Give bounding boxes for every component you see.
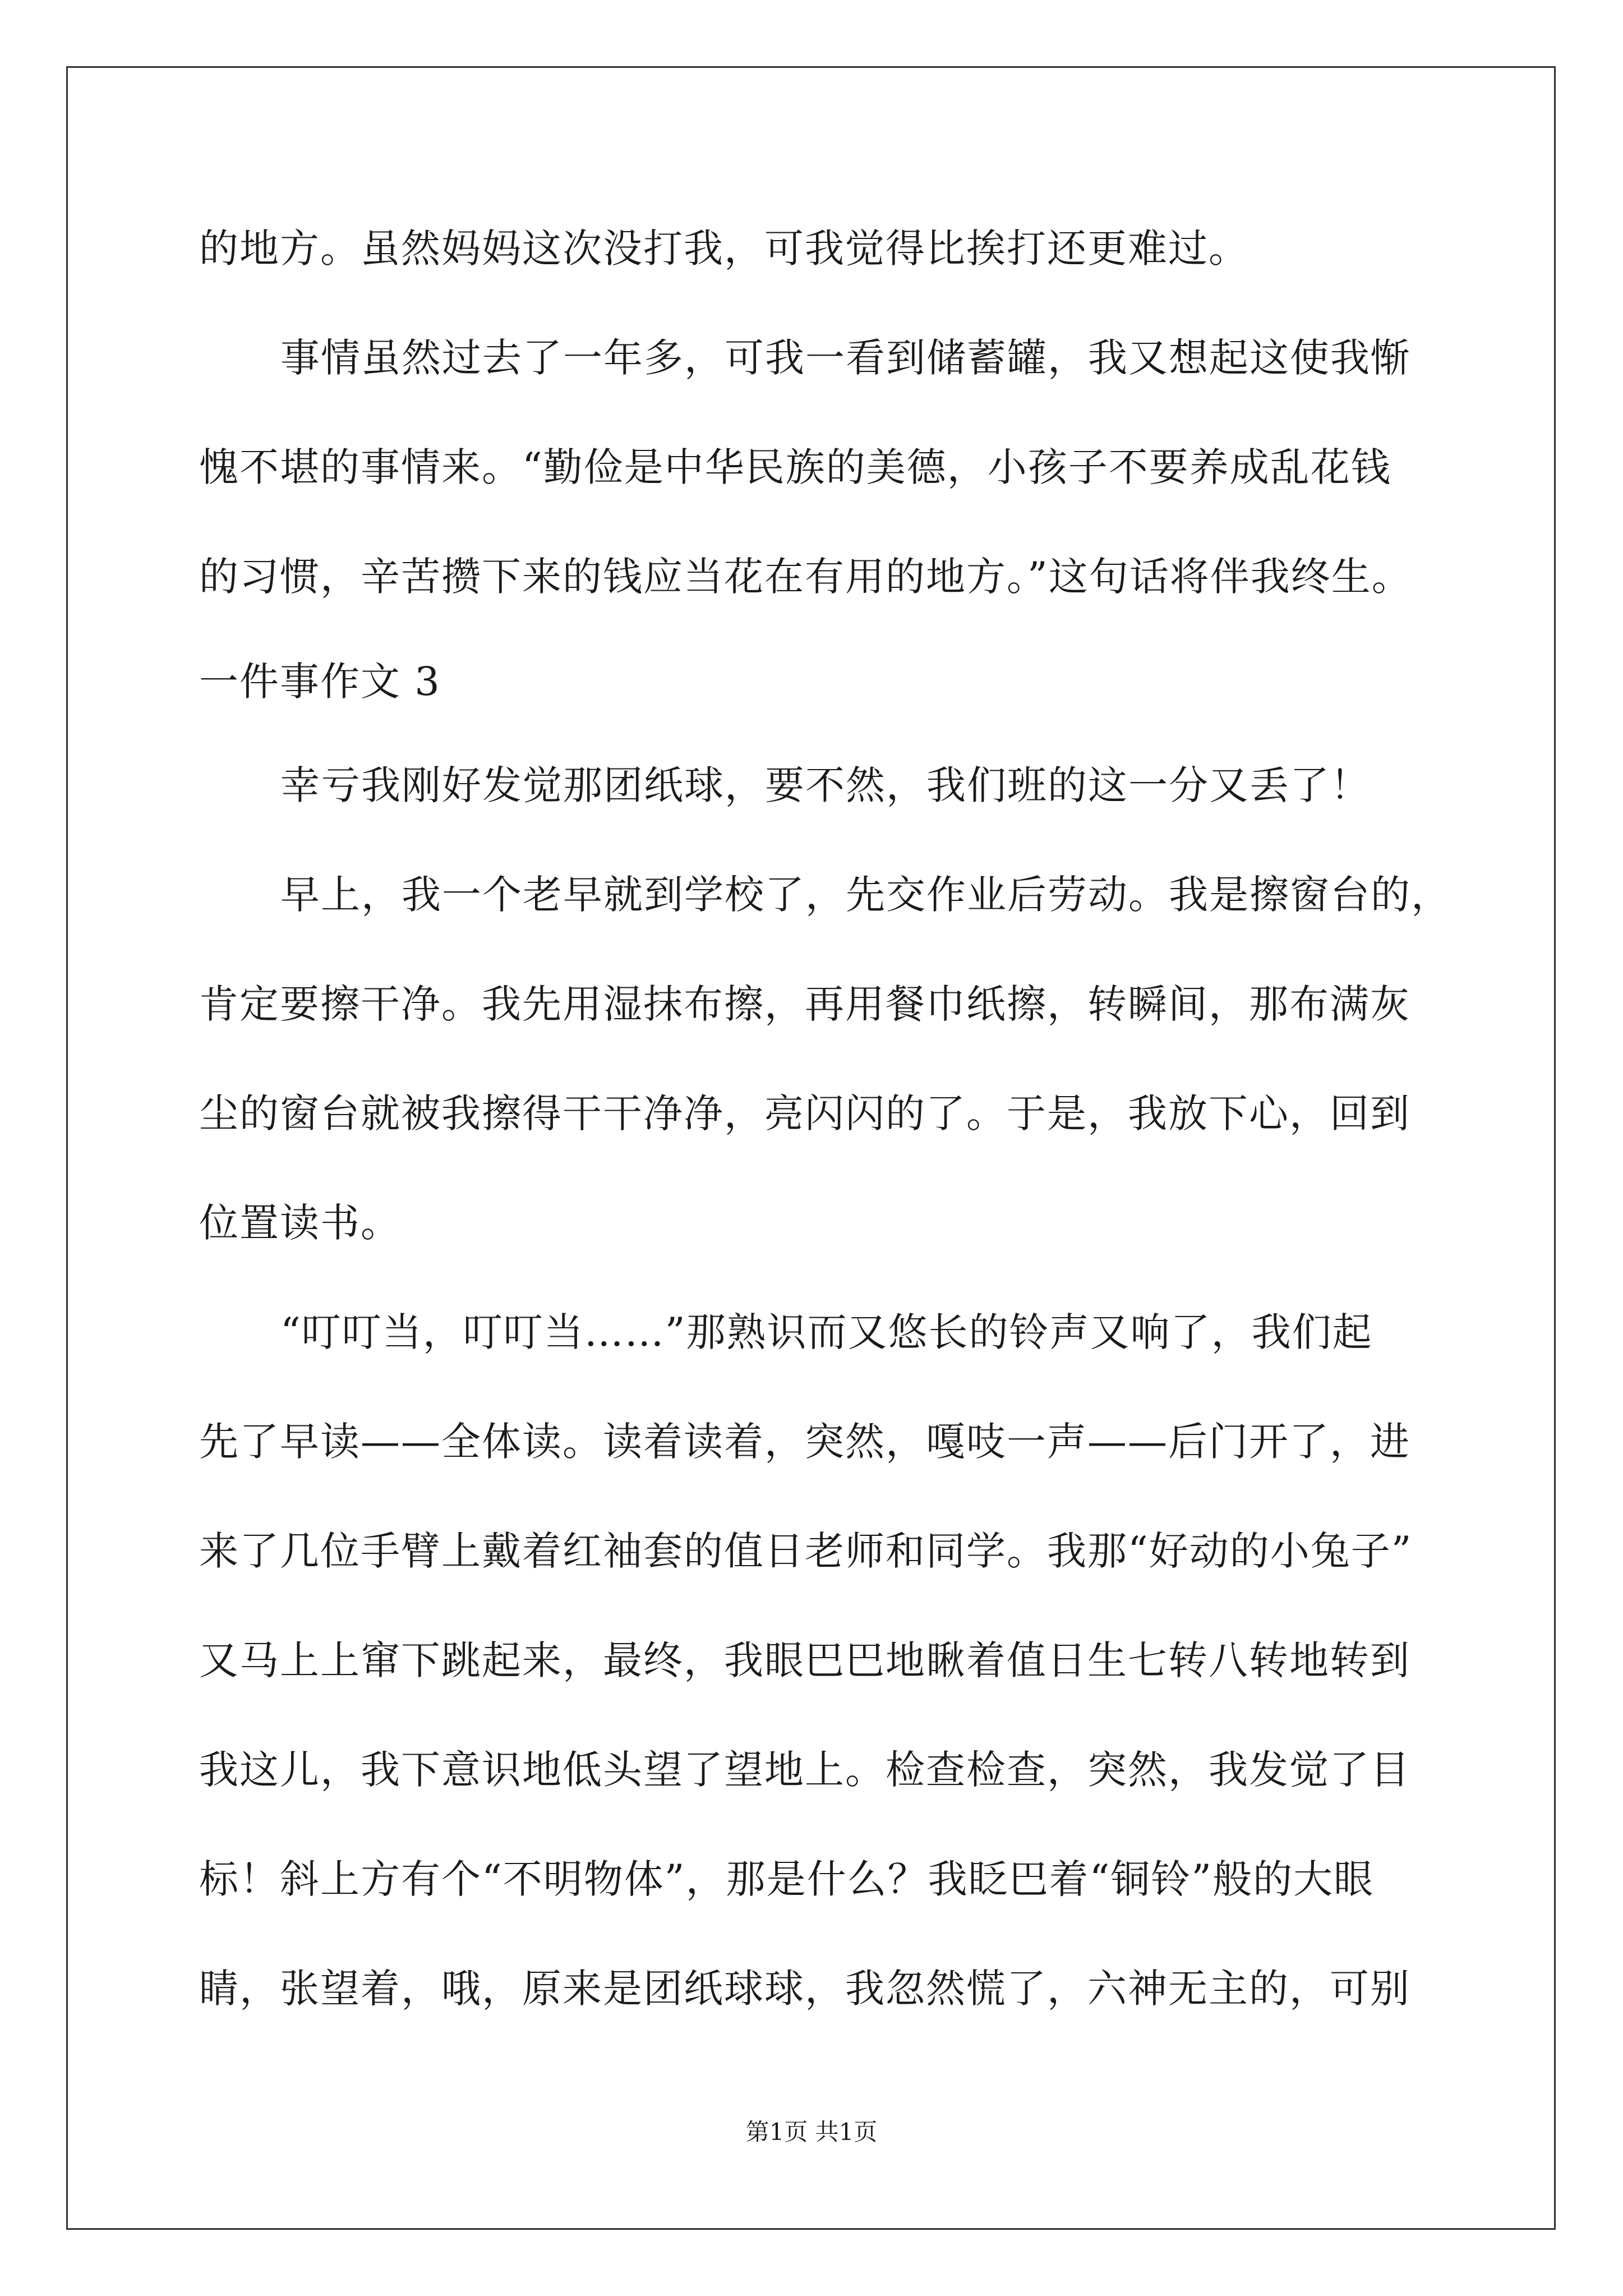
section-heading: 一件事作文 3	[199, 659, 441, 705]
text-line: 的地方。虽然妈妈这次没打我，可我觉得比挨打还更难过。	[199, 226, 1249, 272]
paragraph-start: 事情虽然过去了一年多，可我一看到储蓄罐，我又想起这使我惭	[280, 335, 1411, 381]
paragraph-start: “叮叮当，叮叮当……”那熟识而又悠长的铃声又响了，我们起	[280, 1309, 1373, 1355]
text-line: 位置读书。	[199, 1200, 401, 1246]
paragraph-start: 早上，我一个老早就到学校了，先交作业后劳动。我是擦窗台的，	[280, 872, 1451, 918]
text-line: 我这儿，我下意识地低头望了望地上。检查检查，突然，我发觉了目	[199, 1747, 1410, 1793]
page-footer: 第1页 共1页	[745, 2118, 878, 2146]
paragraph-start: 幸亏我刚好发觉那团纸球，要不然，我们班的这一分又丢了！	[280, 762, 1371, 808]
text-line: 愧不堪的事情来。“勤俭是中华民族的美德，小孩子不要养成乱花钱	[199, 444, 1391, 490]
text-line: 肯定要擦干净。我先用湿抹布擦，再用餐巾纸擦，转瞬间，那布满灰	[199, 981, 1410, 1027]
text-line: 先了早读——全体读。读着读着，突然，嘎吱一声——后门开了，进	[199, 1419, 1410, 1465]
text-line: 尘的窗台就被我擦得干干净净，亮闪闪的了。于是，我放下心，回到	[199, 1091, 1410, 1137]
text-line: 睛，张望着，哦，原来是团纸球球，我忽然慌了，六神无主的，可别	[199, 1966, 1410, 2012]
text-line: 标！斜上方有个“不明物体”，那是什么？我眨巴着“铜铃”般的大眼	[199, 1856, 1375, 1902]
text-line: 的习惯，辛苦攒下来的钱应当花在有用的地方。”这句话将伴我终生。	[199, 554, 1412, 600]
text-line: 来了几位手臂上戴着红袖套的值日老师和同学。我那“好动的小兔子”	[199, 1528, 1413, 1574]
text-line: 又马上上窜下跳起来，最终，我眼巴巴地瞅着值日生七转八转地转到	[199, 1637, 1410, 1683]
page-border	[66, 66, 1556, 2230]
